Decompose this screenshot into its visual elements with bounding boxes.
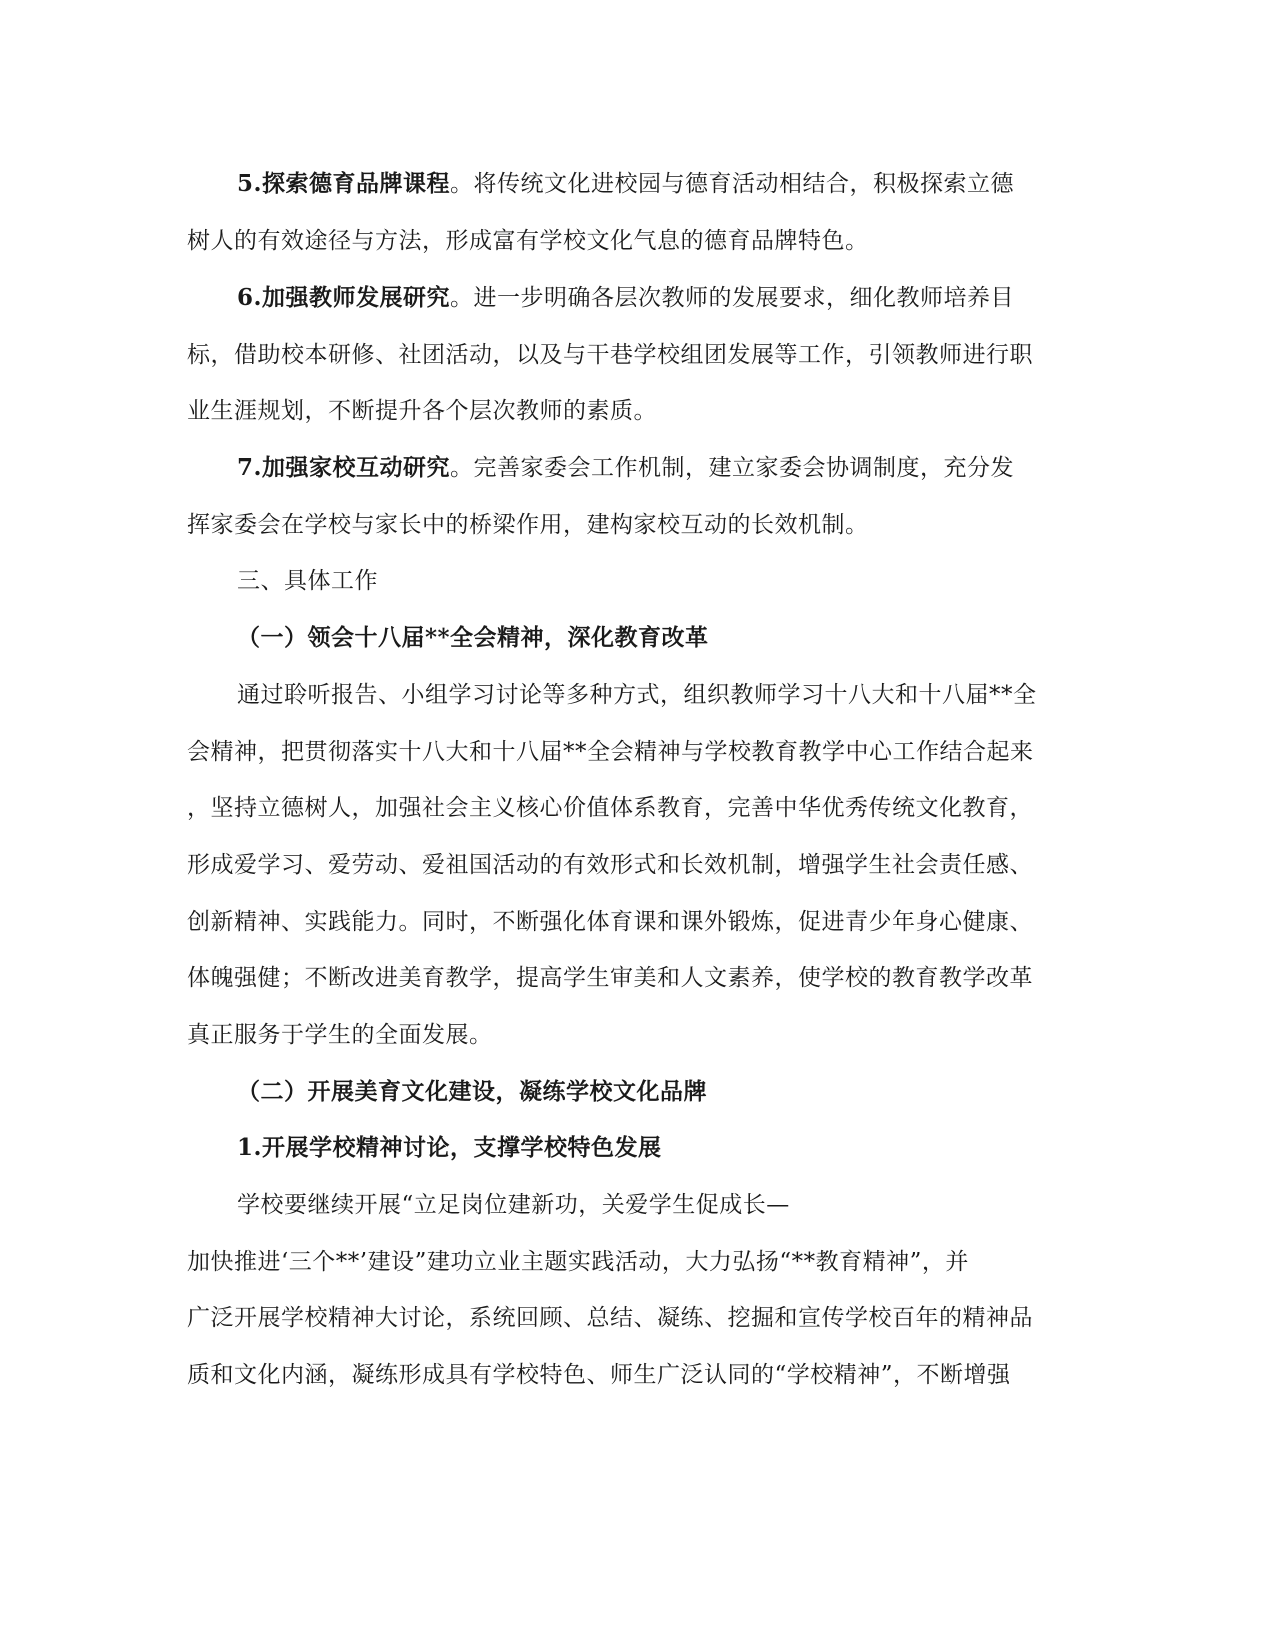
paragraph-5-line-2: 树人的有效途径与方法，形成富有学校文化气息的德育品牌特色。: [187, 228, 869, 254]
subsection-2-title: （二）开展美育文化建设，凝练学校文化品牌: [237, 1078, 707, 1105]
subsection-1-line-5: 创新精神、实践能力。同时，不断强化体育课和课外锻炼，促进青少年身心健康、: [187, 909, 1033, 935]
paragraph-6-heading: 6.加强教师发展研究: [237, 284, 451, 311]
paragraph-7-line-2: 挥家委会在学校与家长中的桥梁作用，建构家校互动的长效机制。: [187, 512, 869, 538]
subsection-2-item-1-line-2: 加快推进‘三个**’建设”建功立业主题实践活动，大力弘扬“**教育精神”，并: [187, 1249, 969, 1275]
paragraph-6-line-2: 标，借助校本研修、社团活动，以及与干巷学校组团发展等工作，引领教师进行职: [187, 342, 1033, 368]
paragraph-6-line-3: 业生涯规划，不断提升各个层次教师的素质。: [187, 398, 657, 424]
subsection-1-line-2: 会精神，把贯彻落实十八大和十八届**全会精神与学校教育教学中心工作结合起来: [187, 739, 1034, 765]
paragraph-7-line-1: [237, 453, 1137, 483]
subsection-1-line-6: 体魄强健；不断改进美育教学，提高学生审美和人文素养，使学校的教育教学改革: [187, 965, 1033, 991]
section-title: 三、具体工作: [237, 568, 378, 594]
subsection-1-line-3: ，坚持立德树人，加强社会主义核心价值体系教育，完善中华优秀传统文化教育，: [187, 795, 1033, 821]
subsection-1-line-4: 形成爱学习、爱劳动、爱祖国活动的有效形式和长效机制，增强学生社会责任感、: [187, 852, 1033, 878]
paragraph-7-heading: 7.加强家校互动研究: [237, 454, 451, 481]
paragraph-6-line-1: [237, 283, 1137, 313]
paragraph-7-text: 。完善家委会工作机制，建立家委会协调制度，充分发: [450, 455, 1015, 481]
paragraph-5-text: 。将传统文化进校园与德育活动相结合，积极探索立德: [450, 171, 1015, 197]
subsection-2-item-1-line-3: 广泛开展学校精神大讨论，系统回顾、总结、凝练、挖掘和宣传学校百年的精神品: [187, 1305, 1033, 1331]
subsection-2-item-1-line-4: 质和文化内涵，凝练形成具有学校特色、师生广泛认同的“学校精神”，不断增强: [187, 1362, 1011, 1388]
subsection-2-item-1-title: 1.开展学校精神讨论，支撑学校特色发展: [237, 1134, 662, 1161]
subsection-1-line-7: 真正服务于学生的全面发展。: [187, 1022, 493, 1048]
paragraph-5-line-1: [237, 169, 1137, 199]
paragraph-6-text: 。进一步明确各层次教师的发展要求，细化教师培养目: [450, 285, 1015, 311]
subsection-1-title: （一）领会十八届**全会精神，深化教育改革: [237, 624, 709, 651]
paragraph-5-heading: 5.探索德育品牌课程: [237, 170, 451, 197]
subsection-2-item-1-line-1: 学校要继续开展“立足岗位建新功，关爱学生促成长—: [237, 1192, 790, 1218]
subsection-1-line-1: 通过聆听报告、小组学习讨论等多种方式，组织教师学习十八大和十八届**全: [237, 682, 1037, 708]
